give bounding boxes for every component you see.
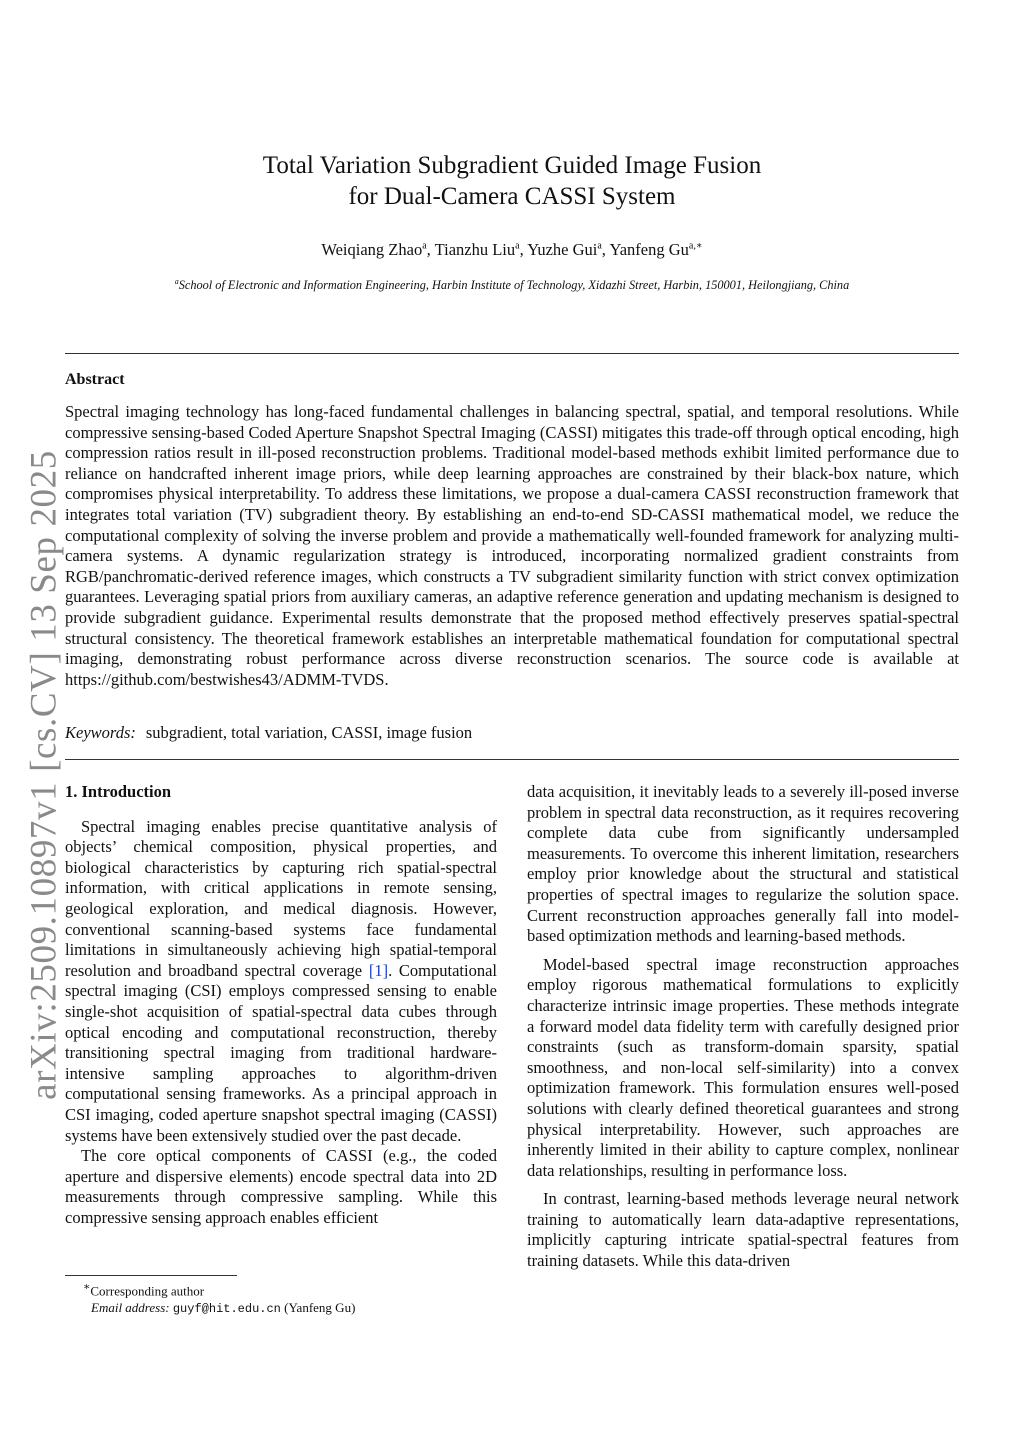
affiliation-text: School of Electronic and Information Engineering, Harbin Institute of Technology, Xidazhi Street, Harbin, 150001, Heilongjiang, China	[178, 278, 850, 293]
email-link[interactable]: guyf@hit.edu.cn	[172, 1302, 281, 1317]
author-mark: a	[597, 240, 602, 252]
footnote-rule	[65, 1275, 237, 1276]
author-list: Weiqiang Zhao$^a$, Tianzhu Liu$^a$, Yuzhe Gui$^a$, Yanfeng $Gu^{a,∗}$	[321, 240, 703, 259]
intro-paragraph-1: Spectral imaging enables precise quantitative analysis of objects’ chemical composition, physical properties, and biological characteristics by capturing rich spatial-spectral information, with critical applications in remote sensing, geological exploration, and medical diagnosis. However, conventional scanning-based systems face fundamental limitations in simultaneously achieving high spatial-temporal resolution and broadband spectral coverage [1]. Computational spectral imaging (CSI) employs compressed sensing to enable single-shot acquisition of spatial-spectral data cubes through optical encoding and computational reconstruction, thereby transitioning spectral imaging from traditional hardware-intensive sampling approaches to algorithm-driven computational sensing frameworks. As a principal approach in CSI imaging, coded aperture snapshot spectral imaging (CASSI) systems have been extensively studied over the past decade.	[65, 816, 497, 1145]
author-name: Weiqiang Zhao	[321, 240, 423, 259]
right-column	[527, 782, 959, 1272]
author-mark: a	[515, 240, 520, 252]
paper-title	[0, 150, 1024, 212]
author-name: Yuzhe Gui	[527, 240, 598, 259]
intro-paragraph-4: Model-based spectral image reconstruction approaches employ rigorous mathematical formulations to explicitly characterize intrinsic image properties. These methods integrate a forward model data fidelity term with carefully designed prior constraints (such as transform-domain sparsity, spatial smoothness, and non-local self-similarity) into a convex optimization framework. This formulation ensures well-posed solutions with clearly defined theoretical guarantees and strong physical interpretability. However, such approaches are inherently limited in their ability to capture complex, nonlinear data relationships, resulting in performance loss.	[527, 954, 959, 1180]
section-heading-introduction: 1. Introduction	[65, 782, 172, 801]
keywords-label: Keywords:	[65, 723, 136, 742]
author-mark: a,∗	[688, 240, 703, 252]
intro-paragraph-2: The core optical components of CASSI (e.g., the coded aperture and dispersive elements) encode spectral data into 2D measurements through compressive sampling. While this compressive sensing approach enables efficient	[65, 1146, 497, 1227]
author-name: Yanfeng Gu	[609, 240, 689, 259]
affiliation	[0, 277, 1024, 293]
left-column	[65, 782, 497, 1228]
keywords	[65, 723, 959, 743]
intro-paragraph-3: data acquisition, it inevitably leads to a severely ill-posed inverse problem in spectral data reconstruction, as it requires recovering complete data cube from significantly undersampled measurements. To overcome this inherent limitation, researchers employ prior knowledge about the structural and statistical properties of spectral images to regularize the solution space. Current reconstruction approaches generally fall into model-based optimization methods and learning-based methods.	[527, 782, 959, 946]
author-mark: a	[422, 240, 427, 252]
footnotes	[65, 1279, 497, 1318]
abstract-body: Spectral imaging technology has long-faced fundamental challenges in balancing spectral, spatial, and temporal resolutions. While compressive sensing-based Coded Aperture Snapshot Spectral Imaging (CASSI) mitigates this trade-off through optical encoding, high compression ratios result in ill-posed reconstruction problems. Traditional model-based methods exhibit limited performance due to reliance on handcrafted inherent image priors, while deep learning approaches are constrained by their black-box nature, which compromises physical interpretability. To address these limitations, we propose a dual-camera CASSI reconstruction framework that integrates total variation (TV) subgradient theory. By establishing an end-to-end SD-CASSI mathematical model, we reduce the computational complexity of solving the inverse problem and provide a mathematically well-founded framework for analyzing multi-camera systems. A dynamic regularization strategy is introduced, incorporating normalized gradient constraints from RGB/panchromatic-derived reference images, which constructs a TV subgradient similarity function with strict convex optimization guarantees. Leveraging spatial priors from auxiliary cameras, an adaptive reference generation and updating mechanism is designed to provide subgradient guidance. Experimental results demonstrate that the proposed method effectively preserves spatial-spectral structural consistency. The theoretical framework establishes an interpretable mathematical foundation for computational spectral imaging, demonstrating robust performance across diverse reconstruction scenarios. The source code is available at https://github.com/bestwishes43/ADMM-TVDS.	[65, 402, 959, 689]
affiliation-mark: a	[174, 277, 179, 286]
author-name: Tianzhu Liu	[434, 240, 516, 259]
footnote-corresponding: ∗Corresponding author	[83, 1281, 205, 1299]
abstract-bottom-rule	[65, 759, 959, 760]
intro-paragraph-5: In contrast, learning-based methods leverage neural network training to automatically learn data-adaptive representations, implicitly capturing intricate spatial-spectral features from training datasets. While this data-driven	[527, 1189, 959, 1271]
abstract-top-rule	[65, 353, 959, 354]
footnote-email: Email address: guyf@hit.edu.cn (Yanfeng Gu)	[91, 1300, 356, 1317]
title-line-1: Total Variation Subgradient Guided Image Fusion	[262, 152, 762, 179]
title-line-2: for Dual-Camera CASSI System	[348, 183, 676, 210]
keywords-text: subgradient, total variation, CASSI, image fusion	[145, 723, 473, 742]
abstract-heading: Abstract	[65, 371, 125, 388]
citation-link[interactable]: [1]	[368, 960, 389, 980]
arxiv-identifier: arXiv:2509.10897v1 [cs.CV] 13 Sep 2025	[23, 450, 65, 1100]
